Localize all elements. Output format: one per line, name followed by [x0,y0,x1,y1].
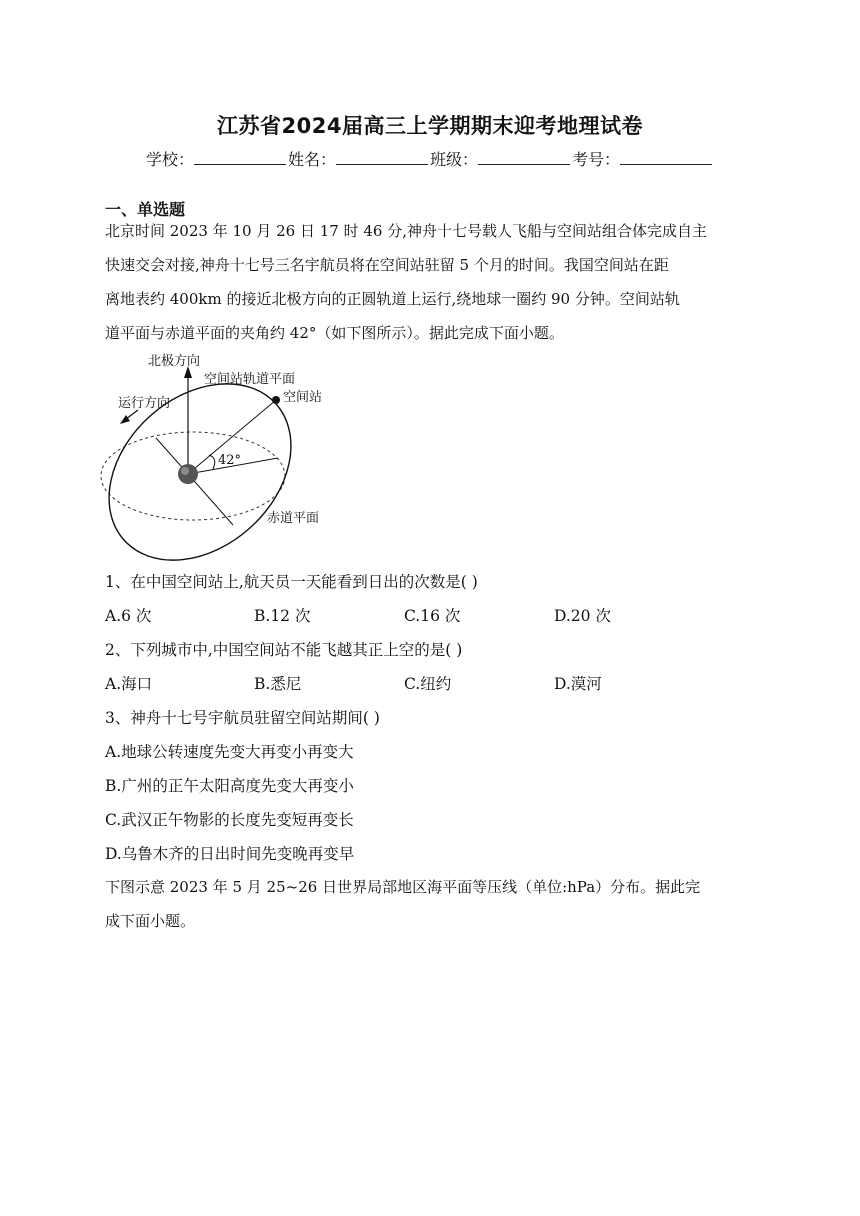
question-1-stem: 1、在中国空间站上,航天员一天能看到日出的次数是( ) [105,573,478,591]
class-blank[interactable] [478,152,570,165]
q3-option-c[interactable]: C.武汉正午物影的长度先变短再变长 [105,811,354,829]
q2-option-b[interactable]: B.悉尼 [254,675,302,693]
equator-plane-label: 赤道平面 [267,511,320,526]
section-heading: 一、单选题 [105,200,186,219]
direction-arrow-head [120,415,130,424]
orbit-diagram [100,350,340,562]
orbit-plane-label: 空间站轨道平面 [204,372,296,387]
question-3-stem: 3、神舟十七号宇航员驻留空间站期间( ) [105,709,380,727]
q1-option-a[interactable]: A.6 次 [105,607,152,625]
direction-label: 运行方向 [118,396,171,411]
passage1-line-4: 道平面与赤道平面的夹角约 42°（如下图所示）。据此完成下面小题。 [105,324,564,342]
student-info-line [0,147,860,170]
exam-no-label: 考号： [572,150,621,169]
exam-title: 江苏省2024届高三上学期期末迎考地理试卷 [217,114,643,138]
q2-option-a[interactable]: A.海口 [105,675,153,693]
angle-label: 42° [218,453,242,468]
question-2-stem: 2、下列城市中,中国空间站不能飞越其正上空的是( ) [105,641,463,659]
passage2-line-1: 下图示意 2023 年 5 月 25~26 日世界局部地区海平面等压线（单位:hPa）分布。据此完 [105,878,701,896]
q3-option-b[interactable]: B.广州的正午太阳高度先变大再变小 [105,777,354,795]
space-station-icon [272,396,280,404]
orbit-radius-front [188,474,233,525]
earth-icon [178,464,198,484]
passage1-line-1: 北京时间 2023 年 10 月 26 日 17 时 46 分,神舟十七号载人飞船与空间站组合体完成自主 [105,222,707,240]
school-blank[interactable] [194,152,286,165]
q3-option-d[interactable]: D.乌鲁木齐的日出时间先变晚再变早 [105,845,355,863]
q1-option-c[interactable]: C.16 次 [404,607,461,625]
school-label: 学校： [145,150,194,169]
q2-option-d[interactable]: D.漠河 [554,675,602,693]
q1-option-d[interactable]: D.20 次 [554,607,611,625]
exam-no-blank[interactable] [620,152,712,165]
q3-option-a[interactable]: A.地球公转速度先变大再变小再变大 [105,743,354,761]
name-blank[interactable] [336,152,428,165]
north-label: 北极方向 [148,354,201,369]
station-label: 空间站 [283,390,323,405]
class-label: 班级： [430,150,479,169]
angle-arc [209,455,215,469]
passage1-line-2: 快速交会对接,神舟十七号三名宇航员将在空间站驻留 5 个月的时间。我国空间站在距 [105,256,669,274]
passage1-line-3: 离地表约 400km 的接近北极方向的正圆轨道上运行,绕地球一圈约 90 分钟。空间站轨 [105,290,680,308]
passage2-line-2: 成下面小题。 [105,912,196,930]
q2-option-c[interactable]: C.纽约 [404,675,452,693]
q1-option-b[interactable]: B.12 次 [254,607,311,625]
name-label: 姓名： [287,150,336,169]
